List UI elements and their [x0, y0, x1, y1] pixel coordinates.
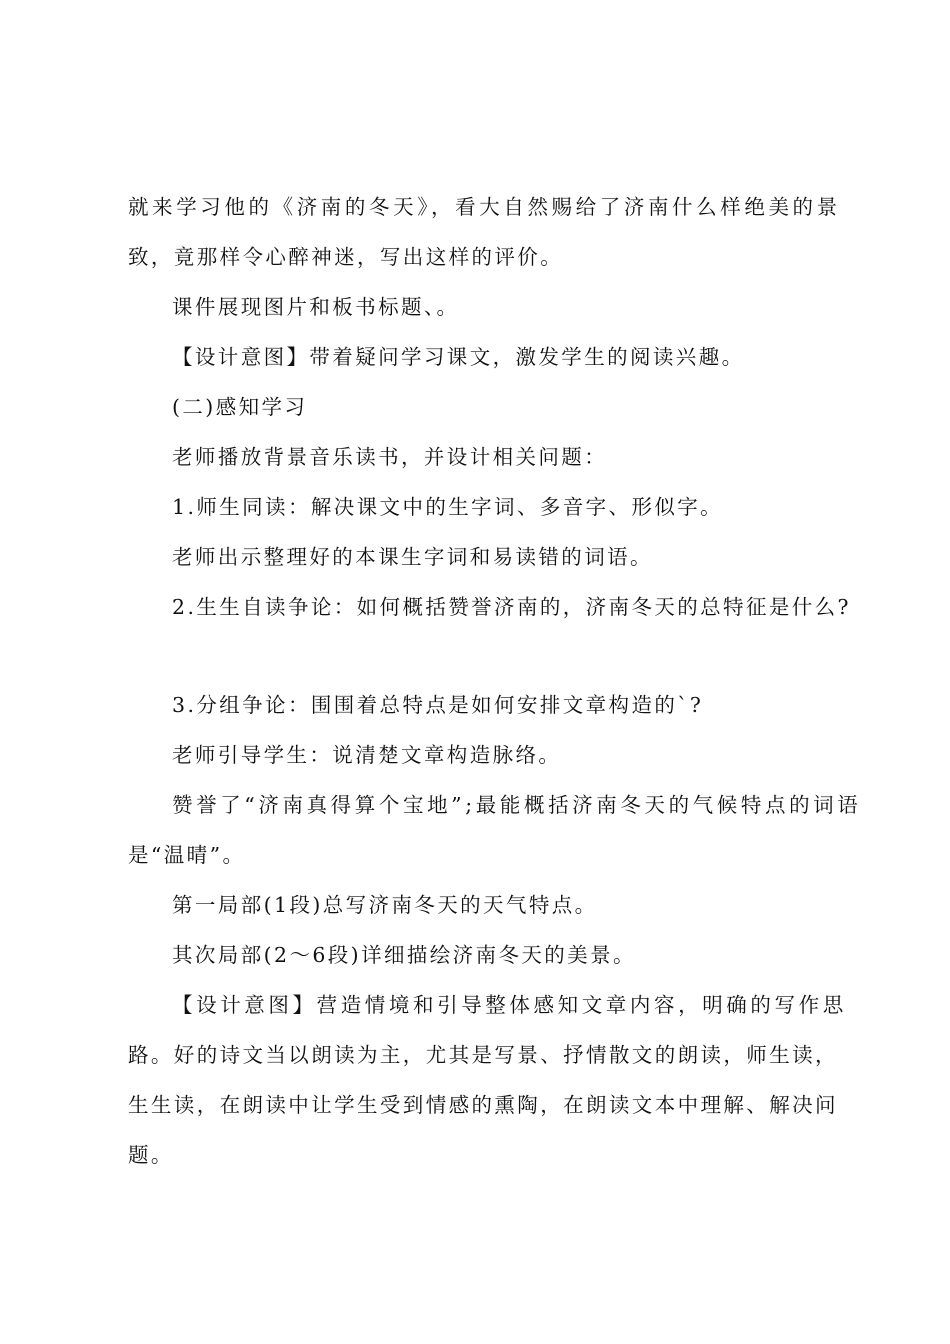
paragraph-3-design-intent: 【设计意图】带着疑问学习课文，激发学生的阅读兴趣。 — [172, 345, 745, 369]
paragraph-12: 第一局部(1段)总写济南冬天的天气特点。 — [172, 893, 598, 917]
list-item-1: 1.师生同读：解决课文中的生字词、多音字、形似字。 — [172, 495, 724, 519]
paragraph-10: 老师引导学生：说清楚文章构造脉络。 — [172, 743, 562, 767]
paragraph-14-line-2: 路。好的诗文当以朗读为主，尤其是写景、抒情散文的朗读，师生读， — [128, 1043, 838, 1067]
paragraph-14-line-1: 【设计意图】营造情境和引导整体感知文章内容，明确的写作思 — [172, 993, 847, 1017]
paragraph-13: 其次局部(2～6段)详细描绘济南冬天的美景。 — [172, 943, 636, 967]
paragraph-2: 课件展现图片和板书标题、。 — [172, 295, 460, 319]
paragraph-1-line-2: 致，竟那样令心醉神迷，写出这样的评价。 — [128, 245, 564, 269]
list-item-2: 2.生生自读争论：如何概括赞誉济南的，济南冬天的总特征是什么? — [172, 595, 851, 619]
paragraph-7: 老师出示整理好的本课生字词和易读错的词语。 — [172, 545, 653, 569]
paragraph-14-line-3: 生生读，在朗读中让学生受到情感的熏陶，在朗读文本中理解、解决问 — [128, 1093, 838, 1117]
paragraph-5: 老师播放背景音乐读书，并设计相关问题： — [172, 445, 608, 469]
paragraph-14-line-4: 题。 — [128, 1143, 174, 1167]
section-heading: (二)感知学习 — [172, 395, 308, 419]
paragraph-11-line-1: 赞誉了“济南真得算个宝地”;最能概括济南冬天的气候特点的词语 — [172, 793, 862, 817]
paragraph-11-line-2: 是“温晴”。 — [128, 843, 246, 867]
list-item-3: 3.分组争论：围围着总特点是如何安排文章构造的`? — [172, 693, 704, 717]
paragraph-1-line-1: 就来学习他的《济南的冬天》，看大自然赐给了济南什么样绝美的景 — [128, 195, 841, 219]
